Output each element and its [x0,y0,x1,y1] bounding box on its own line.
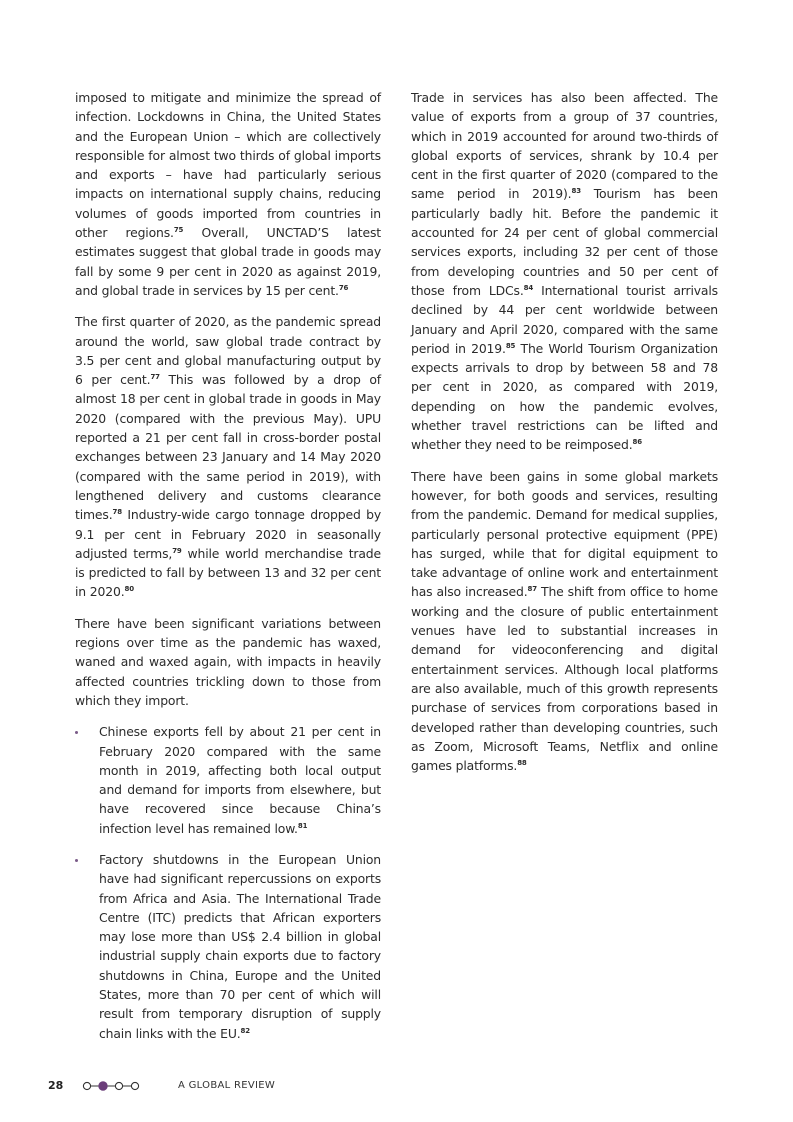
footnote-ref: 75 [173,226,184,235]
right-column [411,88,718,787]
footnote-ref: 85 [505,341,516,350]
paragraph: There have been gains in some global markets however, for both goods and services, resulting from the pandemic. Demand for medical supplies, particularly personal protective equipment (PPE) has surged, while that for digital equipment to take advantage of online work and entertainment has also increased.$^{87}$ The shift from office to home working and the closure of public entertainment venues have led to substantial increases in demand for videoconferencing and digital entertainment services. Although local platforms are also available, much of this growth represents purchase of services from corporations based in developed rather than developing countries, such as Zoom, Microsoft Teams, Netflix and online games platforms.$^{88}$ [411,468,718,774]
page-number: 28 [48,1079,64,1092]
footnote-ref: 78 [112,508,122,517]
left-column [75,88,381,1055]
footnote-ref: 88 [517,759,527,768]
bullet-text: Chinese exports fell by about 21 per cent in February 2020 compared with the same month in 2019, affecting both local output and demand for imports from elsewhere, but have recovered since because China’s infection level has remained low.$^{81}$ [99,724,381,836]
paragraph: The first quarter of 2020, as the pandemic spread around the world, saw global trade contract by 3.5 per cent and global manufacturing output by 6 per cent.$^{77}$ This was followed by a drop of almost 18 per cent in global trade in goods in May 2020 (compared with the previous May). UPU reported a 21 per cent fall in cross-border postal exchanges between 23 January and 14 May 2020 (compared with the same period in 2019), with lengthened delivery and customs clearance times.$^{78}$ Industry-wide cargo tonnage dropped by 9.1 per cent in February 2020 in seasonally adjusted terms,$^{79}$ while world merchandise trade is predicted to fall by between 13 and 32 per cent in 2020.80 [75,314,381,600]
paragraph: imposed to mitigate and minimize the spread of infection. Lockdowns in China, the United States and the European Union – which are collectively responsible for almost two thirds of global imports and exports – have had particularly serious impacts on international supply chains, reducing volumes of goods imported from countries in other regions.$^{75}$ Overall, UNCTAD’S latest estimates suggest that global trade in goods may fall by some 9 per cent in 2020 as against 2019, and global trade in services by 15 per cent.$^{76}$ [75,90,381,298]
footnote-ref: 79 [172,546,182,555]
footnote-ref: 84 [523,283,534,292]
footnote-ref: 80 [124,585,134,594]
paragraph: Trade in services has also been affected. The value of exports from a group of 37 countries, which in 2019 accounted for around two-thirds of global exports of services, shrank by 10.4 per cent in the first quarter of 2020 (compared to the same period in 2019).$^{83}$ Tourism has been particularly badly hit. Before the pandemic it accounted for 24 per cent of global commercial services exports, including 32 per cent of those from developing countries and 50 per cent of those from LDCs.$^{84}$ International tourist arrivals declined by 44 per cent worldwide between January and April 2020, compared with the same period in 2019.85 The World Tourism Organization expects arrivals to drop by between 58 and 78 per cent in 2020, as compared with 2019, depending on how the pandemic evolves, whether travel restrictions can be lifted and whether they need to be reimposed.$^{86}$ [411,90,718,453]
footnote-ref: 86 [632,438,642,447]
footnote-ref: 87 [527,585,537,594]
bullet-dot-icon [75,859,78,862]
footer-title: A GLOBAL REVIEW [178,1080,276,1091]
footnote-ref: 76 [338,283,349,292]
footnote-ref: 83 [571,187,581,196]
bullet-item [75,850,381,1043]
footnote-ref: 82 [240,1026,250,1035]
footnote-ref: 81 [297,821,308,830]
bullet-item [75,722,381,838]
bullet-text: Factory shutdowns in the European Union have had significant repercussions on exports from Africa and Asia. The International Trade Centre (ITC) predicts that African exporters may lose more than US$ 2.4 billion in global industrial supply chain exports due to factory shutdowns in China, Europe and the United States, more than 70 per cent of which will result from temporary disruption of supply chain links with the EU.$^{82}$ [99,851,381,1041]
footnote-ref: 77 [150,373,160,382]
paragraph: There have been significant variations between regions over time as the pandemic has waxed, waned and waxed again, with impacts in heavily affected countries trickling down to those from which they import. [75,615,381,708]
progress-dots-icon [82,1080,140,1092]
bullet-dot-icon [75,731,78,734]
